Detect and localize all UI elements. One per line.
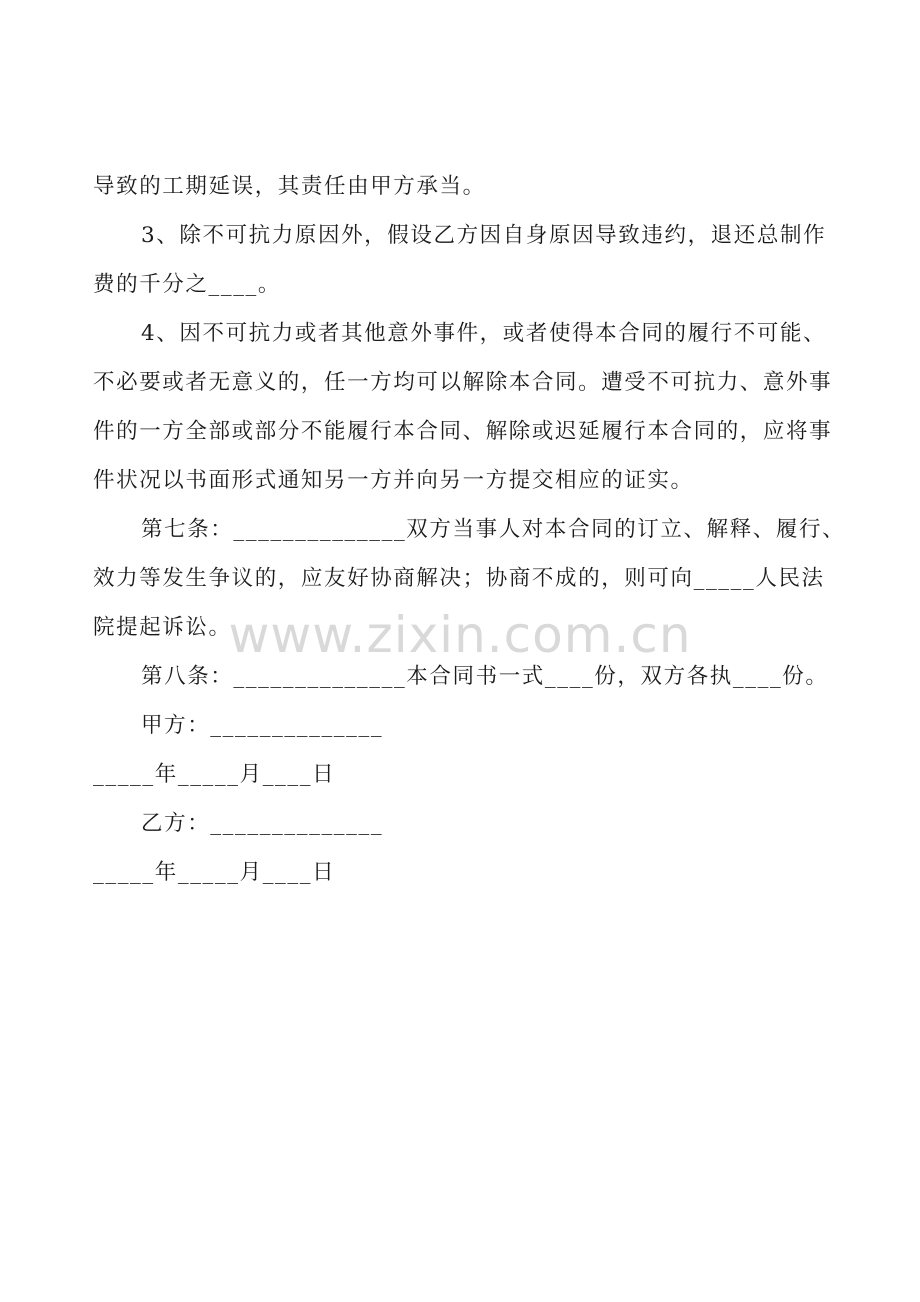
paragraph-line: 件的一方全部或部分不能履行本合同、解除或迟延履行本合同的，应将事 [93,419,833,444]
article-7-line: 第七条：______________双方当事人对本合同的订立、解释、履行、 [141,517,846,542]
paragraph-line: 件状况以书面形式通知另一方并向另一方提交相应的证实。 [93,468,694,493]
paragraph-line: 费的千分之____。 [93,272,282,297]
paragraph-line: 效力等发生争议的，应友好协商解决；协商不成的，则可向_____人民法 [93,566,825,591]
party-a-date: _____年_____月____日 [93,762,336,787]
clause-3-line: 3、除不可抗力原因外，假设乙方因自身原因导致违约，退还总制作 [141,223,827,248]
clause-4-line: 4、因不可抗力或者其他意外事件，或者使得本合同的履行不可能、 [141,321,827,346]
party-b-date: _____年_____月____日 [93,860,336,885]
party-a-signature: 甲方：______________ [141,713,384,738]
party-b-signature: 乙方：______________ [141,811,384,836]
paragraph-line: 院提起诉讼。 [93,615,232,640]
paragraph-line: 导致的工期延误，其责任由甲方承当。 [93,174,486,199]
watermark: www.zixin.com.cn [228,606,692,664]
paragraph-line: 不必要或者无意义的，任一方均可以解除本合同。遭受不可抗力、意外事 [93,370,833,395]
article-8-line: 第八条：______________本合同书一式____份，双方各执____份。 [141,664,829,689]
